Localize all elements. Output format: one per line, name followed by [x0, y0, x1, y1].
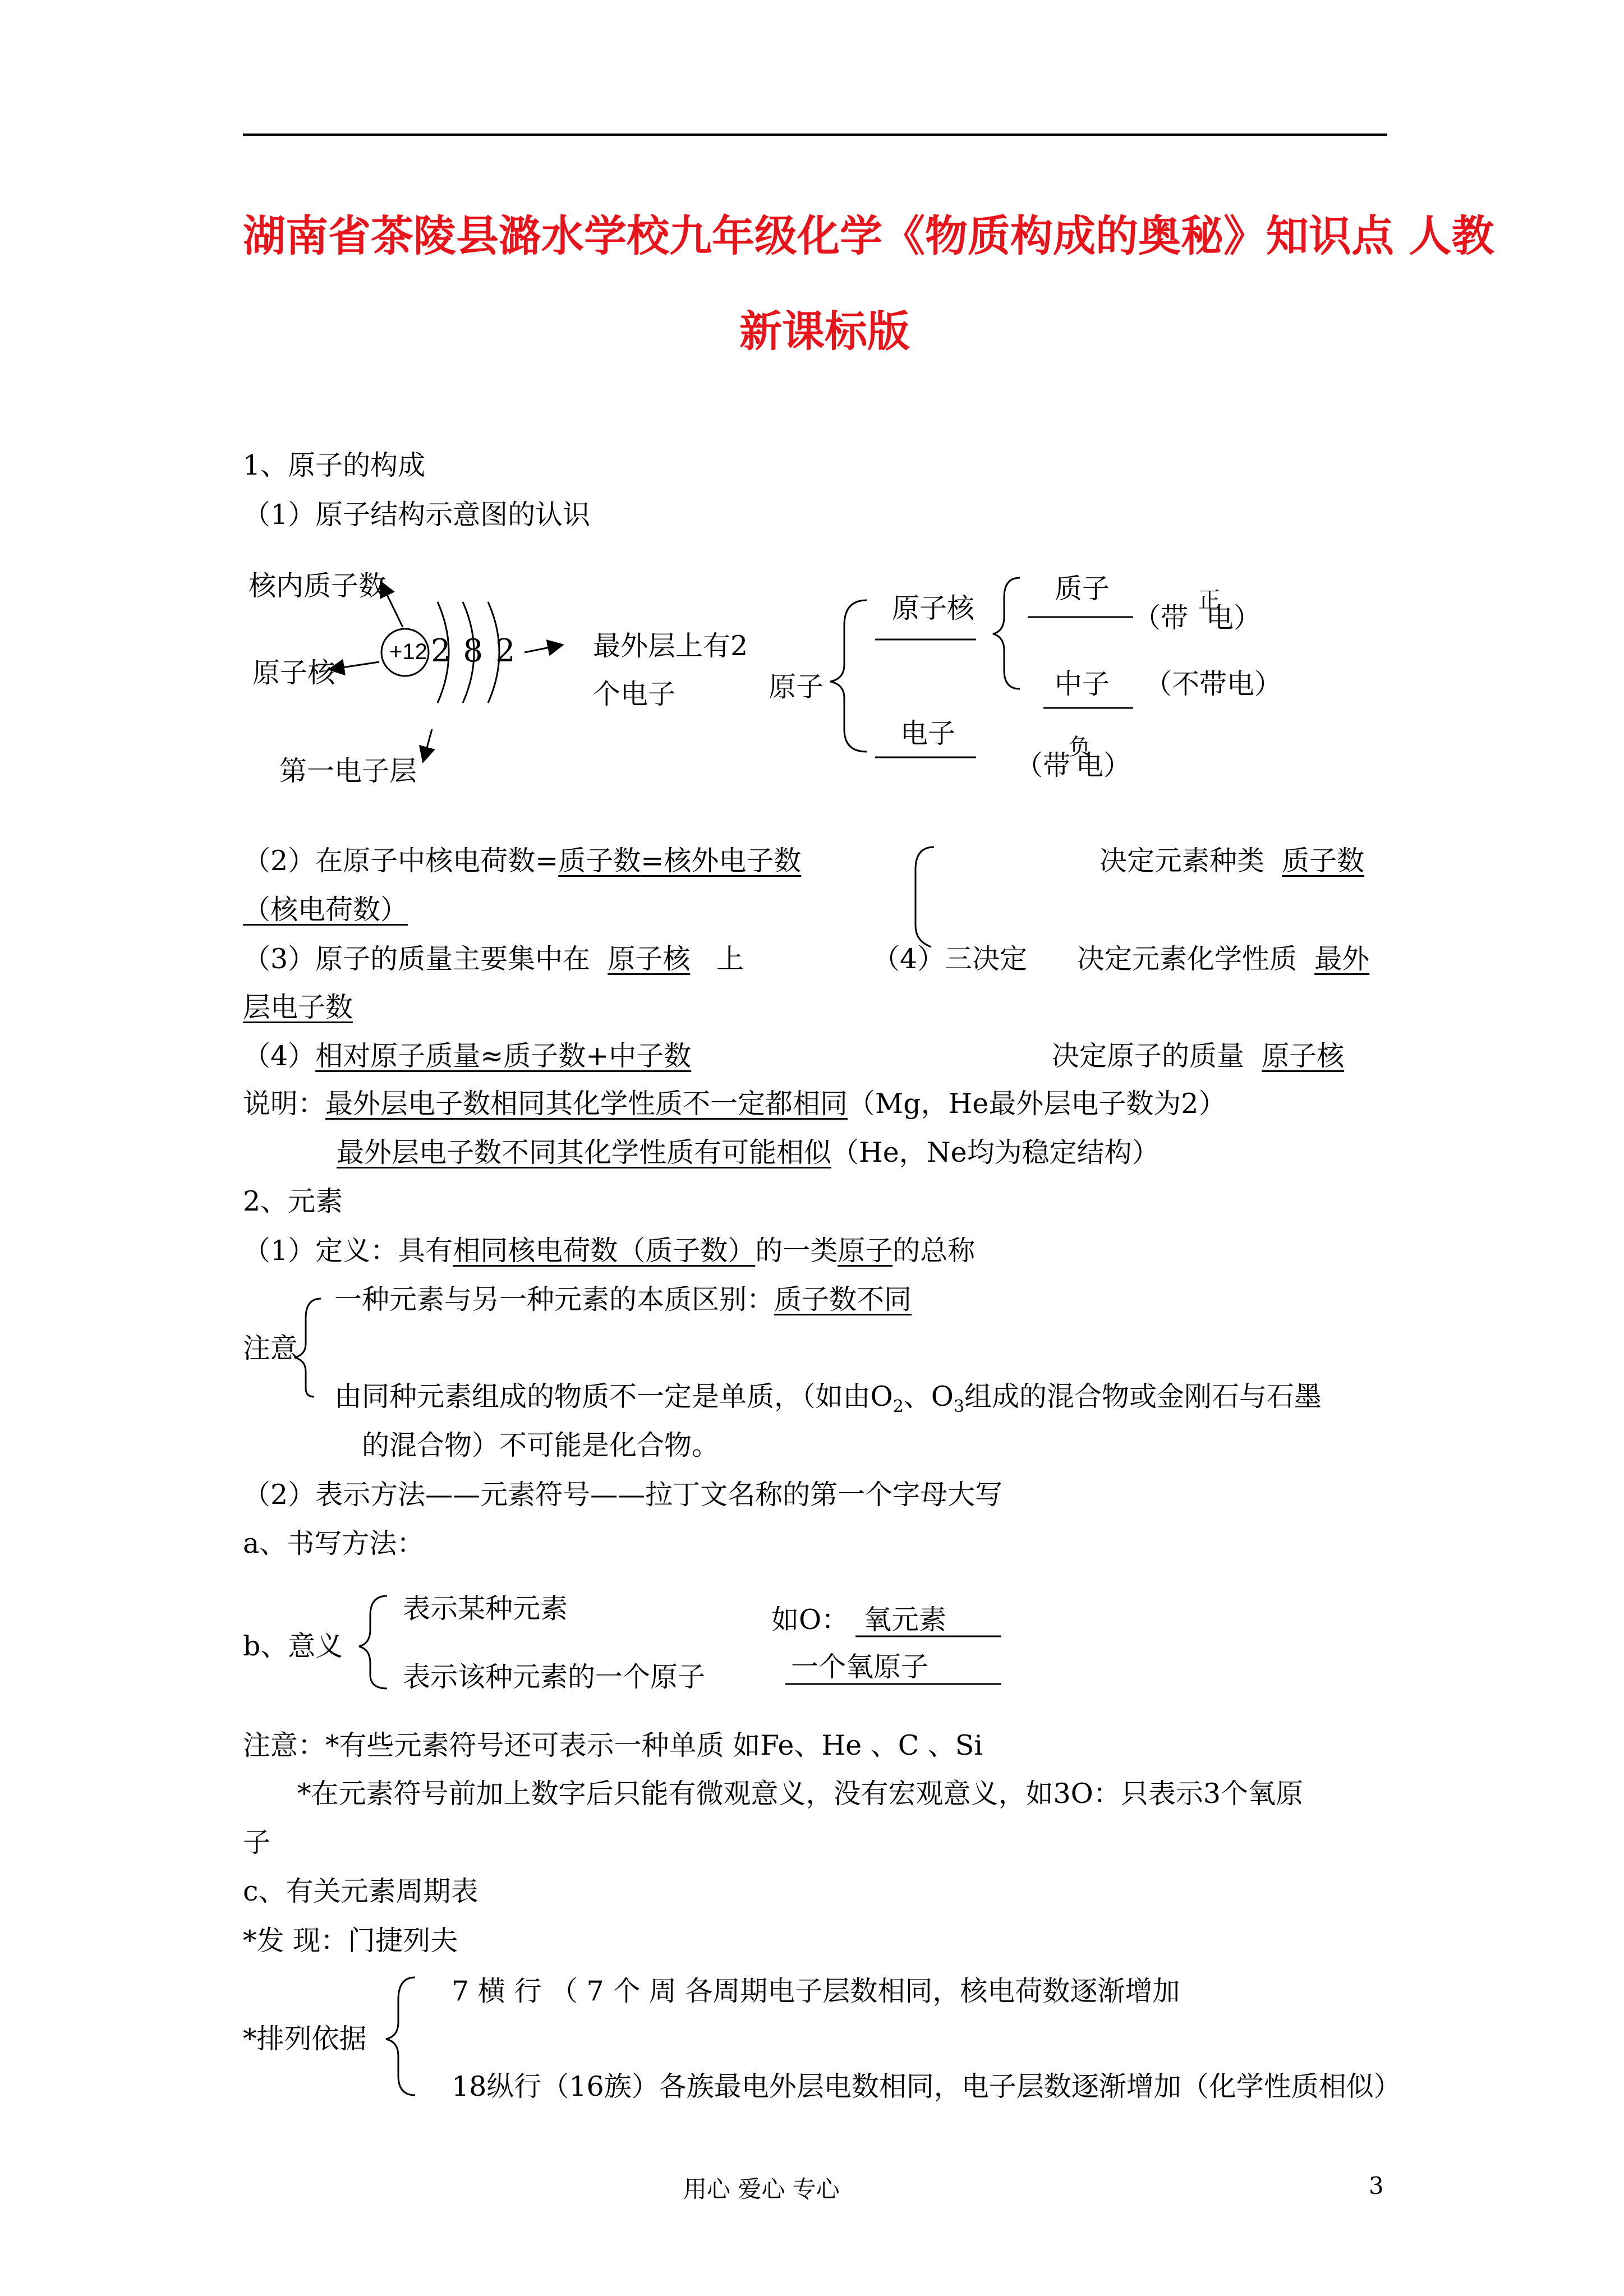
label-nucleus: 原子核 [252, 657, 335, 689]
line-2-prefix: （2）在原子中核电荷数= [243, 845, 559, 877]
three-decisions-row2 [1077, 942, 1369, 976]
meaning-2: 表示该种元素的一个原子 [403, 1661, 706, 1693]
three-decisions-row1 [1099, 844, 1364, 878]
tree-electron-charge-sign: 负 [1069, 734, 1091, 760]
note-label: 说明： [243, 1088, 326, 1120]
outer-note-2: 个电子 [593, 678, 676, 710]
arrange-2: 18纵行（16族）各族最电外层电数相同，电子层数逐渐增加（化学性质相似） [452, 2070, 1401, 2102]
tree-proton-label: 质子 [1055, 573, 1110, 605]
arrange-1: 7 横 行 （ 7 个 周 各周期电子层数相同，核电荷数逐渐增加 [452, 1975, 1180, 2007]
label-proton-count: 核内质子数 [249, 570, 387, 602]
example-2: 一个氧原子 [791, 1651, 929, 1683]
element-note-2 [334, 1380, 1322, 1424]
def-mid: 的一类 [755, 1235, 838, 1267]
three-r2-answer: 最外 [1314, 943, 1370, 975]
writing-method: a、书写方法： [243, 1527, 425, 1559]
arrange-label: *排列依据 [243, 2023, 367, 2055]
document-title-line1: 湖南省茶陵县潞水学校九年级化学《物质构成的奥秘》知识点 人教 [243, 211, 1494, 261]
footer-motto: 用心 爱心 专心 [683, 2175, 840, 2203]
note-1-answer: 最外层电子数相同其化学性质不一定都相同 [325, 1088, 848, 1120]
tree-neutron-charge: （不带电） [1144, 668, 1282, 700]
line-2-proton: 质子数 [558, 845, 641, 877]
def-answer-1: 相同核电荷数（质子数） [453, 1235, 756, 1267]
line-3-answer: 原子核 [608, 943, 691, 975]
line-3-prefix: （3）原子的质量主要集中在 [243, 943, 591, 975]
label-first-shell: 第一电子层 [279, 755, 417, 787]
attention-2-cont: 子 [243, 1826, 271, 1858]
arrow-outer-shell [525, 645, 561, 652]
line-4-prefix: （4） [243, 1040, 316, 1072]
element-note-2-a: 由同种元素组成的物质不一定是单质，（如由 [334, 1381, 871, 1412]
outer-note-1: 最外层上有2 [593, 630, 748, 662]
three-r2-answer-cont: 层电子数 [243, 991, 353, 1023]
section2-heading: 2、元素 [243, 1185, 343, 1217]
def-answer-2: 原子 [838, 1235, 893, 1267]
arrow-first-shell [424, 729, 432, 760]
representation-line: （2）表示方法——元素符号——拉丁文名称的第一个字母大写 [243, 1479, 1003, 1511]
meaning-brace [359, 1596, 387, 1688]
element-note-2-o: O [870, 1381, 893, 1412]
line-2-eq: = [641, 845, 664, 877]
attention-2: *在元素符号前加上数字后只能有微观意义，没有宏观意义，如3O：只表示3个氧原 [297, 1778, 1304, 1810]
line-2 [243, 844, 801, 878]
element-note-2-cont: 的混合物）不可能是化合物。 [362, 1429, 720, 1461]
three-decisions-row3 [1052, 1039, 1344, 1073]
line-2-electron: 核外电子数 [664, 845, 802, 877]
atom-tree-brace [830, 600, 867, 752]
def-suffix: 的总称 [892, 1235, 976, 1267]
element-note-1-text: 一种元素与另一种元素的本质区别： [334, 1283, 775, 1315]
meaning-label: b、意义 [243, 1630, 343, 1662]
nucleus-sub-brace [993, 578, 1020, 689]
three-r2-text: 决定元素化学性质 [1077, 943, 1298, 975]
page-number: 3 [1369, 2172, 1384, 2200]
line-3 [243, 942, 744, 976]
example-1: 氧元素 [864, 1604, 947, 1636]
element-note-2-c: 、O [903, 1381, 954, 1412]
tree-root-atom: 原子 [769, 671, 824, 703]
three-r1-text: 决定元素种类 [1099, 845, 1265, 877]
line-4-answer: 相对原子质量≈质子数+中子数 [315, 1040, 692, 1072]
note-1-tail: （Mg，He最外层电子数为2） [848, 1088, 1226, 1120]
section1-sub1: （1）原子结构示意图的认识 [243, 499, 591, 531]
tree-nucleus-label: 原子核 [892, 592, 975, 624]
tree-electron-charge-open: （带 [1015, 749, 1071, 781]
tree-proton-charge-open: （带 [1133, 602, 1189, 634]
electron-shells: 2 8 2 [431, 633, 517, 669]
tree-proton-charge-sign: 正 [1198, 587, 1221, 613]
nucleus-charge: +12 [389, 639, 427, 664]
three-r1-answer: 质子数 [1282, 845, 1365, 877]
element-note-label: 注意 [243, 1332, 298, 1364]
line-2-cont-text: （核电荷数） [243, 894, 408, 926]
three-decisions-brace [915, 847, 934, 947]
def-prefix: （1）定义：具有 [243, 1235, 453, 1267]
line-3-suffix: 上 [716, 943, 744, 975]
tree-electron-label: 电子 [900, 717, 956, 749]
element-note-brace [295, 1299, 321, 1397]
tree-electron-charge-close: 电） [1076, 749, 1131, 781]
element-note-2-sub2: 3 [953, 1396, 965, 1416]
line-4 [243, 1039, 691, 1073]
three-r3-text: 决定原子的质量 [1052, 1040, 1245, 1072]
meaning-1: 表示某种元素 [403, 1593, 568, 1625]
element-note-2-sub1: 2 [892, 1396, 904, 1416]
arrow-nucleus [331, 662, 379, 669]
line-2-cont [243, 893, 408, 927]
element-note-2-d: 组成的混合物或金刚石与石墨 [964, 1381, 1322, 1412]
three-decisions-label: （4）三决定 [872, 943, 1028, 975]
periodic-table-heading: c、有关元素周期表 [243, 1875, 479, 1907]
line-3-cont [243, 991, 353, 1024]
element-definition [243, 1234, 975, 1268]
note-line-2 [337, 1136, 1160, 1170]
document-title-line2: 新课标版 [739, 306, 910, 356]
example-prefix: 如O： [771, 1604, 849, 1636]
note-2-tail: （He，Ne均为稳定结构） [831, 1137, 1160, 1168]
tree-proton-charge-close: 电） [1206, 602, 1262, 634]
element-note-1 [334, 1283, 912, 1317]
tree-neutron-label: 中子 [1055, 668, 1110, 700]
element-note-1-answer: 质子数不同 [774, 1283, 912, 1315]
discoverer-line: *发 现：门捷列夫 [243, 1925, 458, 1957]
section1-heading: 1、原子的构成 [243, 449, 426, 481]
attention-1: 注意：*有些元素符号还可表示一种单质 如Fe、He 、C 、Si [243, 1729, 983, 1761]
note-2-answer: 最外层电子数不同其化学性质有可能相似 [337, 1137, 832, 1168]
note-line-1 [243, 1087, 1226, 1121]
arrange-brace [386, 1977, 415, 2095]
three-r3-answer: 原子核 [1262, 1040, 1345, 1072]
